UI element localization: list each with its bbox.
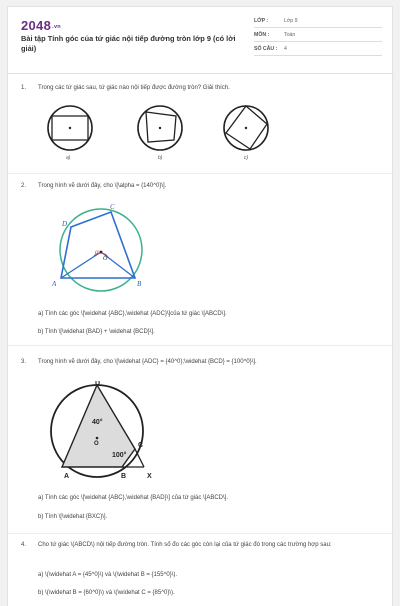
question-4 <box>21 540 370 551</box>
label-x: X <box>147 473 152 480</box>
meta-row-class <box>254 14 382 28</box>
label-a: A <box>52 280 57 288</box>
question-4-part-a: a) \(\widehat A = {45^0}\) và \(\widehat B = {155^0}\). <box>38 572 178 578</box>
question-4-part-b: b) \(\widehat B = {60^0}\) và \(\widehat C = {85^0}\). <box>38 590 175 596</box>
question-number: 1. <box>21 85 27 91</box>
meta-key: LỚP : <box>254 17 269 24</box>
header-divider <box>8 73 394 74</box>
question-text: Trong hình vẽ dưới đây, cho \[\alpha = {140^0}\]. <box>38 183 167 189</box>
label-angle-d: 40° <box>92 419 103 426</box>
label-c: C <box>138 442 144 449</box>
meta-row-subject <box>254 28 382 42</box>
meta-row-count <box>254 42 382 56</box>
brand-suffix: .vn <box>52 23 61 30</box>
header <box>8 7 394 73</box>
figure-2 <box>43 200 153 295</box>
question-3 <box>21 357 370 368</box>
figure-1b <box>134 102 186 154</box>
question-number: 4. <box>21 542 27 548</box>
figure-1a <box>44 102 96 154</box>
brand-name: 2048 <box>21 18 52 33</box>
question-text: Cho tứ giác \(ABCD\) nội tiếp đường tròn. Tính số đo các góc còn lại của tứ giác đó trong các trường hợp sau: <box>38 542 332 548</box>
caption-c: c) <box>244 155 249 161</box>
meta-table <box>254 14 382 56</box>
meta-value: 4 <box>284 45 287 52</box>
label-d: D <box>62 220 68 228</box>
figure-3 <box>46 381 166 485</box>
question-1 <box>21 83 370 94</box>
meta-key: MÔN : <box>254 31 270 38</box>
question-2-part-a: a) Tính các góc \[\widehat {ABC},\widehat {ADC}\]của tứ giác \[ABCD\]. <box>38 311 227 317</box>
label-alpha: α <box>95 248 99 256</box>
figure-1c <box>220 102 272 154</box>
meta-key: SỐ CÂU : <box>254 45 278 52</box>
caption-a: a) <box>66 155 71 161</box>
label-c: C <box>110 203 115 211</box>
section-separator <box>8 345 394 346</box>
caption-b: b) <box>158 155 163 161</box>
meta-value: Toán <box>284 31 296 38</box>
question-3-part-a: a) Tính các góc \[\widehat {ABC},\widehat {BAD}\] của tứ giác \[ABCD\]. <box>38 495 229 501</box>
section-separator <box>8 173 394 174</box>
worksheet-page <box>7 6 393 606</box>
section-separator <box>8 533 394 534</box>
question-3-part-b: b) Tính \[\widehat {BXC}\]. <box>38 514 108 520</box>
document-title: Bài tập Tính góc của tứ giác nội tiếp đường tròn lớp 9 (có lời giải) <box>21 34 236 53</box>
label-angle-c: 100° <box>112 452 127 459</box>
question-text: Trong hình vẽ dưới đây, cho \[\widehat {ADC} = {40^0};\widehat {BCD} = {100^0}\]. <box>38 359 257 365</box>
question-number: 3. <box>21 359 27 365</box>
label-b: B <box>121 473 127 480</box>
question-number: 2. <box>21 183 27 189</box>
question-2-part-b: b) Tính \[\widehat {BAD} + \widehat {BCD}\]. <box>38 329 155 335</box>
label-o: O <box>103 256 108 262</box>
question-text: Trong các tứ giác sau, tứ giác nào nội tiếp được đường tròn? Giải thích. <box>38 85 230 91</box>
label-a: A <box>64 473 70 480</box>
label-o: O <box>94 441 99 447</box>
label-d: D <box>95 381 101 387</box>
meta-value: Lớp 9 <box>284 17 298 24</box>
label-b: B <box>137 280 142 288</box>
question-2 <box>21 181 370 192</box>
brand-logo[interactable] <box>21 18 61 33</box>
